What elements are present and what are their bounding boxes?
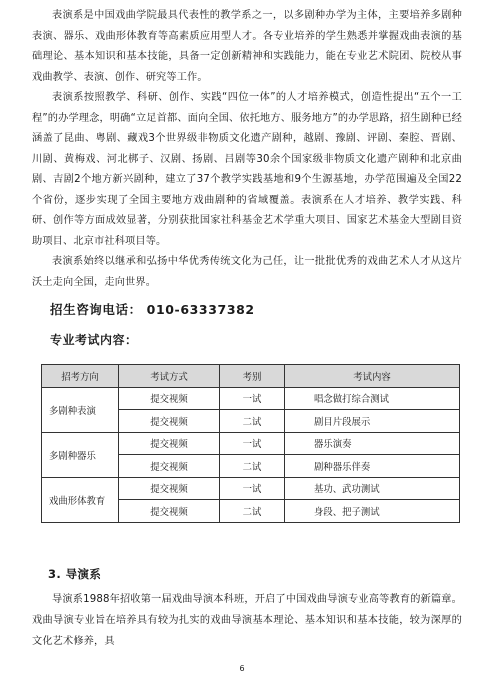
admissions-hotline: 招生咨询电话： 010-63337382: [50, 302, 255, 317]
intro-text: [32, 6, 462, 293]
content-cell: 剧种器乐伴奏: [285, 455, 460, 478]
round-cell: 二试: [220, 500, 285, 523]
content-cell: 剧目片段展示: [285, 410, 460, 433]
intro-paragraph-1: 表演系是中国戏曲学院最具代表性的教学系之一，以多剧种办学为主体，主要培养多剧种表演、器乐、戏曲形体教育等高素质应用型人才。各专业培养的学生熟悉并掌握戏曲表演的基础理论、基本知识和基本技能，具备一定创新精神和实践能力，能在专业艺术院团、院校从事戏曲教学、表演、创作、研究等工作。: [32, 10, 462, 83]
table-row: [42, 432, 460, 455]
round-cell: 一试: [220, 432, 285, 455]
directing-paragraph-1: 导演系1988年招收第一届戏曲导演本科班，开启了中国戏曲导演专业高等教育的新篇章。戏曲导演专业旨在培养具有较为扎实的戏曲导演基本理论、基本知识和基本技能，较为深厚的文化艺术修养，具: [32, 594, 462, 647]
round-cell: 一试: [220, 387, 285, 410]
exam-content-heading: 专业考试内容：: [50, 333, 138, 347]
intro-paragraph-3: 表演系始终以继承和弘扬中华优秀传统文化为己任，让一批批优秀的戏曲艺术人才从这片沃土走向全国，走向世界。: [32, 256, 462, 288]
header-round: 考别: [220, 365, 285, 388]
method-cell: 提交视频: [119, 500, 220, 523]
round-cell: 一试: [220, 477, 285, 500]
header-content: 考试内容: [285, 365, 460, 388]
section-title-directing: 3. 导演系: [48, 567, 102, 581]
table-row: [42, 477, 460, 500]
exam-table: [41, 364, 460, 523]
directing-text: [32, 589, 462, 652]
page-number: 6: [239, 664, 245, 673]
header-direction: 招考方向: [42, 365, 119, 388]
method-cell: 提交视频: [119, 455, 220, 478]
content-cell: 基功、武功测试: [285, 477, 460, 500]
method-cell: 提交视频: [119, 387, 220, 410]
method-cell: 提交视频: [119, 410, 220, 433]
round-cell: 二试: [220, 455, 285, 478]
header-method: 考试方式: [119, 365, 220, 388]
content-cell: 唱念做打综合测试: [285, 387, 460, 410]
table-row: [42, 387, 460, 410]
direction-cell: 多剧种表演: [42, 387, 119, 432]
round-cell: 二试: [220, 410, 285, 433]
content-cell: 身段、把子测试: [285, 500, 460, 523]
direction-cell: 戏曲形体教育: [42, 477, 119, 522]
table-header-row: [42, 365, 460, 388]
content-cell: 器乐演奏: [285, 432, 460, 455]
method-cell: 提交视频: [119, 477, 220, 500]
intro-paragraph-2: 表演系按照教学、科研、创作、实践“四位一体”的人才培养模式，创造性提出“五个一工程”的办学理念，明确“立足首都、面向全国、依托地方、服务地方”的办学思路，招生剧种已经涵盖了昆曲、粤剧、藏戏3个世界级非物质文化遗产剧种，越剧、豫剧、评剧、秦腔、晋剧、川剧、黄梅戏、河北梆子、汉剧、扬剧、吕剧等30余个国家级非物质文化遗产剧种和北京曲剧、吉剧2个地方新兴剧种，建立了37个教学实践基地和9个生源基地，办学范围遍及全国22个省份，逐步实现了全国主要地方戏曲剧种的省域覆盖。表演系在人才培养、教学实践、科研、创作等方面成效显著，分别获批国家社科基金艺术学重大项目、国家艺术基金大型剧目资助项目、北京市社科项目等。: [32, 92, 462, 247]
direction-cell: 多剧种器乐: [42, 432, 119, 477]
method-cell: 提交视频: [119, 432, 220, 455]
